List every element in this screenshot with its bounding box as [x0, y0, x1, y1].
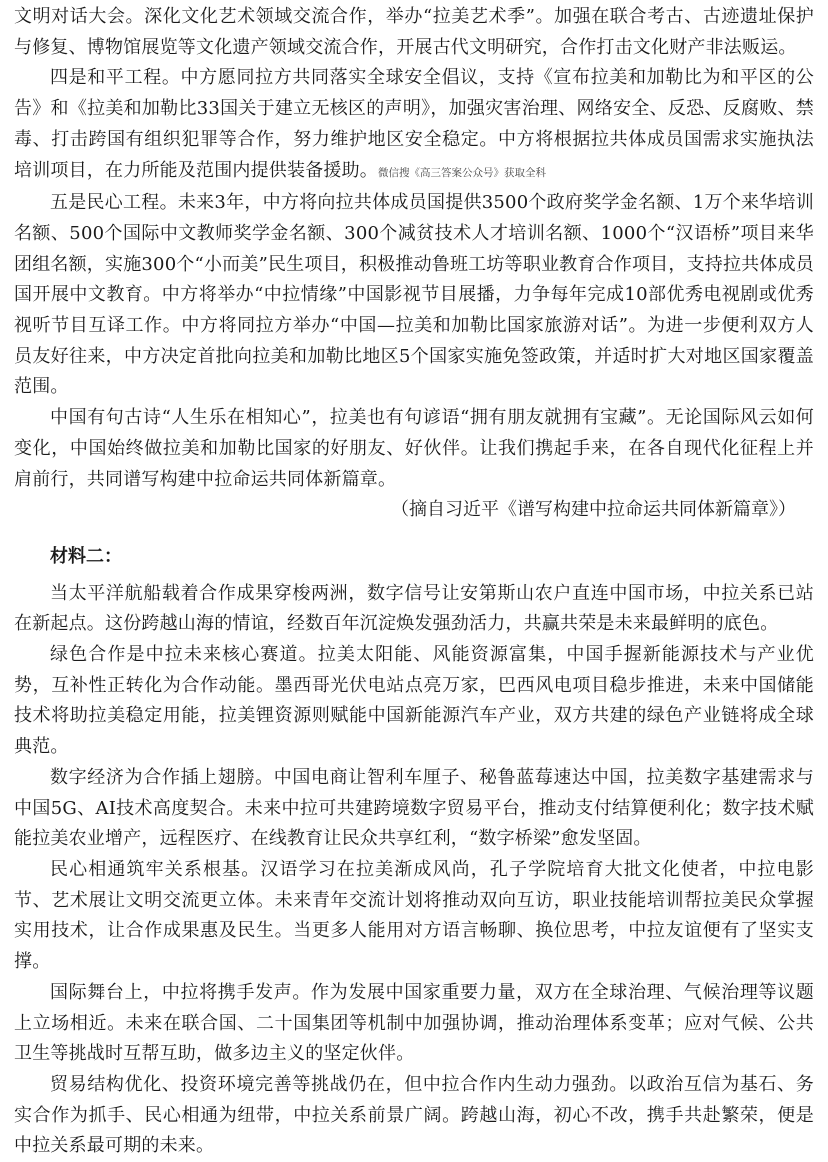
paragraph-people-project: 五是民心工程。未来3年，中方将向拉共体成员国提供3500个政府奖学金名额、1万个来华培训名额、500个国际中文教师奖学金名额、300个减贫技术人才培训名额、1000个“汉语桥”项目来华团组名额，实施300个“小而美”民生项目，积极推动鲁班工坊等职业教育合作项目，支持拉共体成员国开展中文教育。中方将举办“中拉情缘”中国影视节目展播，力争每年完成10部优秀电视剧或优秀视听节目互译工作。中方将同拉方举办“中国—拉美和加勒比国家旅游对话”。为进一步便利双方人员友好往来，中方决定首批向拉美和加勒比地区5个国家实施免签政策，并适时扩大对地区国家覆盖范围。	[14, 192, 814, 398]
material2-paragraph: 民心相通筑牢关系根基。汉语学习在拉美渐成风尚，孔子学院培育大批文化使者，中拉电影节、艺术展让文明交流更立体。未来青年交流计划将推动双向互访，职业技能培训帮拉美民众掌握实用技术，让合作成果惠及民生。当更多人能用对方语言畅聊、换位思考，中拉友谊便有了坚实支撑。	[14, 858, 814, 973]
material2-paragraph: 绿色合作是中拉未来核心赛道。拉美太阳能、风能资源富集，中国手握新能源技术与产业优势，互补性正转化为合作动能。墨西哥光伏电站点亮万家，巴西风电项目稳步推进，未来中国储能技术将助拉美稳定用能，拉美锂资源则赋能中国新能源汽车产业，双方共建的绿色产业链将成全球典范。	[14, 644, 814, 758]
material-two-heading: 材料二：	[50, 545, 122, 567]
material2-paragraph: 国际舞台上，中拉将携手发声。作为发展中国家重要力量，双方在全球治理、气候治理等议题上立场相近。未来在联合国、二十国集团等机制中加强协调，推动治理体系变革；应对气候、公共卫生等挑战时互帮互助，做多边主义的坚定伙伴。	[14, 981, 814, 1065]
paragraph-peace-text: 四是和平工程。中方愿同拉方共同落实全球安全倡议，支持《宣布拉美和加勒比为和平区的公告》和《拉美和加勒比33国关于建立无核区的声明》，加强灾害治理、网络安全、反恐、反腐败、禁毒、打击跨国有组织犯罪等合作，努力维护地区安全稳定。中方将根据拉共体成员国需求实施执法培训项目，在力所能及范围内提供装备援助。	[14, 67, 814, 181]
material2-paragraph: 贸易结构优化、投资环境完善等挑战仍在，但中拉合作内生动力强劲。以政治互信为基石、务实合作为抓手、民心相通为纽带，中拉关系前景广阔。跨越山海，初心不改，携手共赴繁荣，便是中拉关系最可期的未来。	[14, 1073, 814, 1157]
source-citation: （摘自习近平《谱写构建中拉命运共同体新篇章》）	[391, 499, 796, 521]
material2-paragraph: 当太平洋航船载着合作成果穿梭两洲，数字信号让安第斯山农户直连中国市场，中拉关系已站在新起点。这份跨越山海的情谊，经数百年沉淀焕发强劲活力，共赢共荣是未来最鲜明的底色。	[14, 582, 814, 635]
paragraph-closing: 中国有句古诗“人生乐在相知心”，拉美也有句谚语“拥有朋友就拥有宝藏”。无论国际风云如何变化，中国始终做拉美和加勒比国家的好朋友、好伙伴。让我们携起手来，在各自现代化征程上并肩前行，共同谱写构建中拉命运共同体新篇章。	[14, 407, 814, 490]
material2-paragraph: 数字经济为合作插上翅膀。中国电商让智利车厘子、秘鲁蓝莓速达中国，拉美数字基建需求与中国5G、AI技术高度契合。未来中拉可共建跨境数字贸易平台，推动支付结算便利化；数字技术赋能拉美农业增产，远程医疗、在线教育让民众共享红利，“数字桥梁”愈发坚固。	[14, 766, 814, 850]
paragraph-peace-project	[14, 63, 814, 188]
watermark-text: 微信搜《高三答案公众号》获取全科	[378, 166, 546, 179]
paragraph-culture-continued: 文明对话大会。深化文化艺术领域交流合作，举办“拉美艺术季”。加强在联合考古、古迹遗址保护与修复、博物馆展览等文化遗产领域交流合作，开展古代文明研究，合作打击文化财产非法贩运。	[14, 6, 814, 58]
